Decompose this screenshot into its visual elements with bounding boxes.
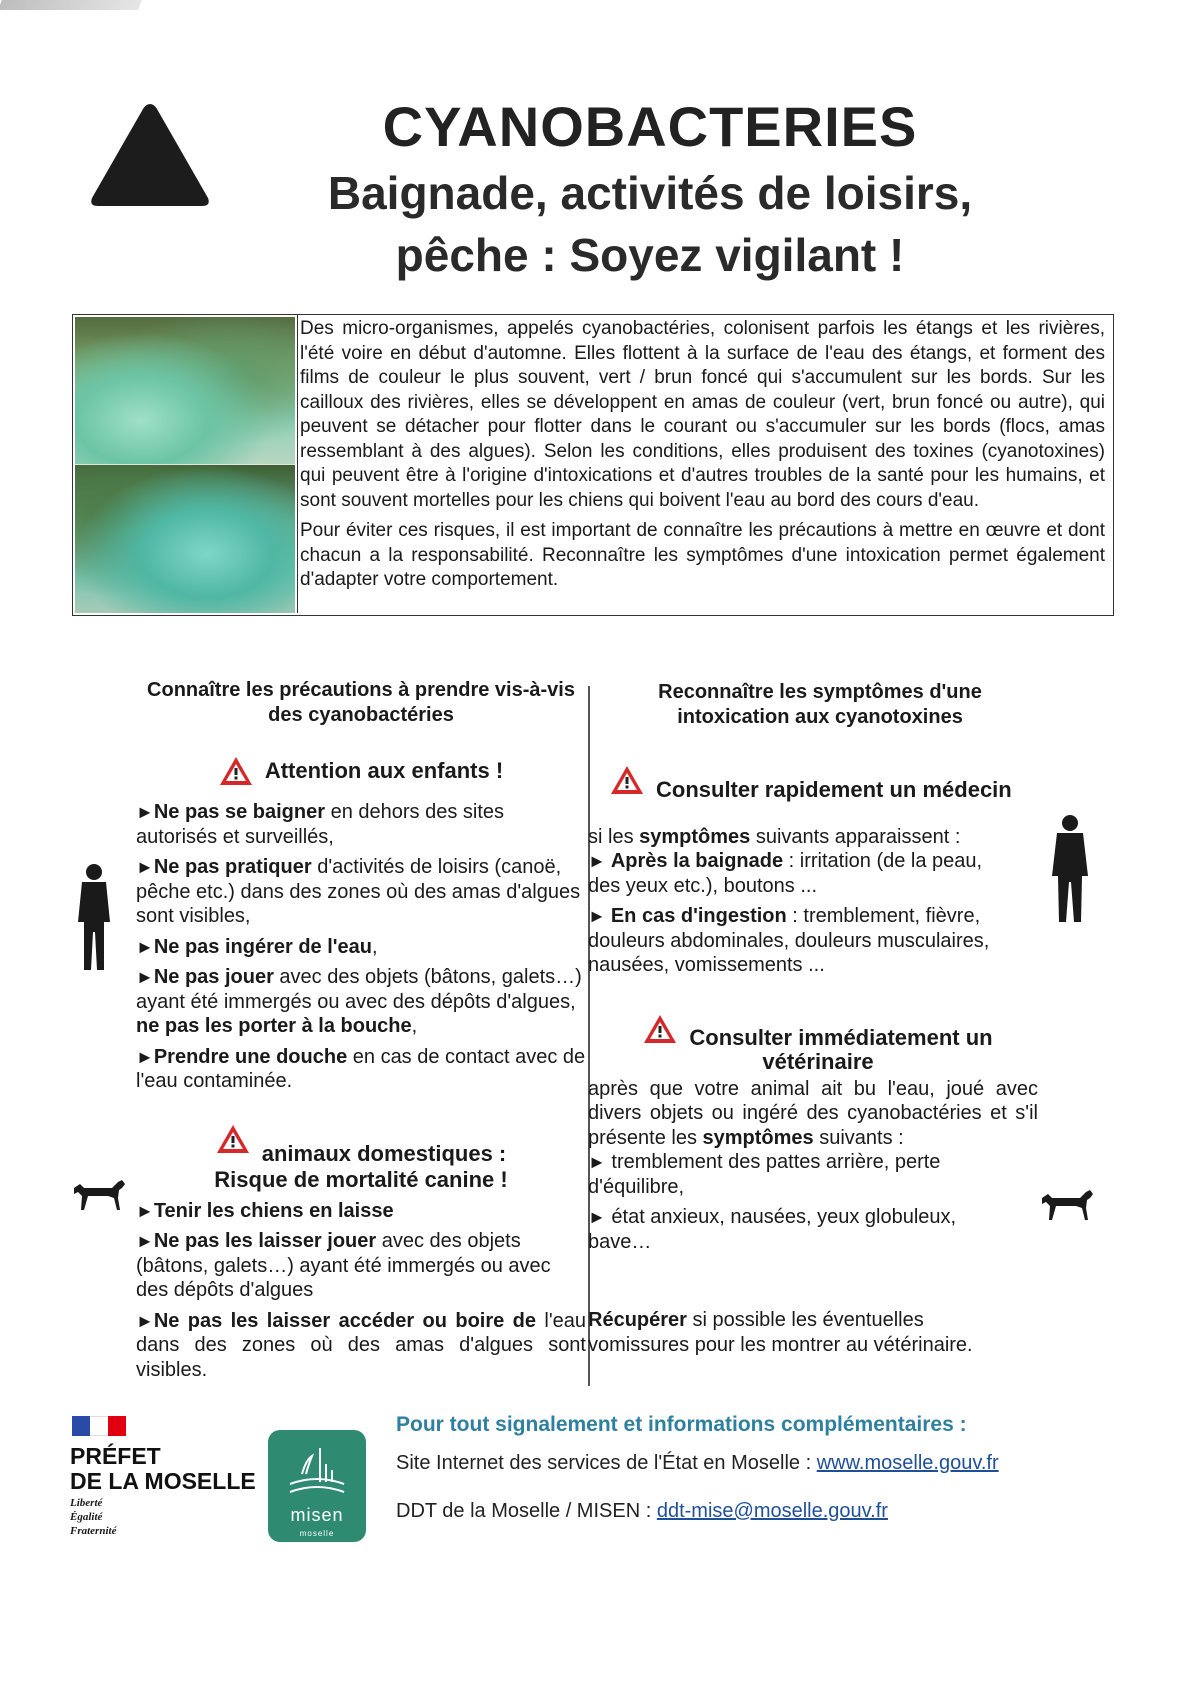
title-block xyxy=(220,92,1080,286)
list-item: ►Tenir les chiens en laisse xyxy=(136,1199,394,1222)
warning-icon xyxy=(610,765,644,795)
misen-emblem-icon xyxy=(282,1444,352,1500)
list-item: ►Ne pas pratiquer d'activités de loisirs (canoë, pêche etc.) dans des zones où des amas d'algues sont visibles, xyxy=(136,856,581,927)
dog-silhouette-icon xyxy=(72,1176,126,1212)
page-subtitle-line2: pêche : Soyez vigilant ! xyxy=(395,229,905,281)
list-item: ►Ne pas jouer avec des objets (bâtons, galets…) ayant été immergés ou avec des dépôts d'algues, ne pas les porter à la bouche, xyxy=(136,966,582,1037)
contact-heading: Pour tout signalement et informations complémentaires : xyxy=(396,1413,967,1436)
child-silhouette-icon xyxy=(64,862,124,972)
warning-icon xyxy=(643,1014,677,1044)
email-link[interactable]: ddt-mise@moselle.gouv.fr xyxy=(656,1500,888,1522)
photo-river xyxy=(75,465,295,613)
vet-intro: après que votre animal ait bu l'eau, joué avec divers objets ou ingéré des cyanobactéries et s'il présente les symptômes suivants : xyxy=(588,1077,1038,1149)
list-item: ► tremblement des pattes arrière, perte d'équilibre, xyxy=(588,1151,941,1198)
photo-pond xyxy=(75,317,295,465)
dog-silhouette-icon xyxy=(1040,1186,1094,1222)
devise: Liberté Égalité Fraternité xyxy=(70,1497,117,1537)
misen-logo: misen moselle xyxy=(268,1430,366,1542)
adult-silhouette-icon xyxy=(1040,814,1100,924)
site-link[interactable]: www.moselle.gouv.fr xyxy=(816,1452,999,1474)
recover-note: Récupérer si possible les éventuelles vomissures pour les montrer au vétérinaire. xyxy=(588,1309,973,1356)
list-item: ►Ne pas les laisser accéder ou boire de l'eau dans des zones où des amas d'algues sont visibles. xyxy=(136,1309,587,1381)
precautions-heading: Connaître les précautions à prendre vis-à-vis des cyanobactéries xyxy=(147,679,575,726)
list-item: ► état anxieux, nausées, yeux globuleux, bave… xyxy=(588,1206,957,1253)
doctor-intro: si les symptômes suivants apparaissent : xyxy=(588,825,961,848)
children-heading: Attention aux enfants ! xyxy=(136,756,586,786)
precautions-column xyxy=(136,678,586,1388)
list-item: ►Ne pas les laisser jouer avec des objets (bâtons, galets…) ayant été immergés ou avec des dépôts d'algues xyxy=(136,1230,551,1301)
french-flag-icon xyxy=(72,1416,126,1436)
list-item: ► Après la baignade : irritation (de la peau, des yeux etc.), boutons ... xyxy=(588,850,983,897)
vet-heading-2: vétérinaire xyxy=(762,1049,874,1074)
contact-block xyxy=(396,1412,1096,1546)
intro-paragraph-2: Pour éviter ces risques, il est important de connaître les précautions à mettre en œuvre et dont chacun a la responsabilité. Reconnaître les symptômes d'une intoxication permet également d'adapter votre comportement. xyxy=(300,520,1105,590)
warning-icon xyxy=(216,1124,250,1154)
list-item: ►Ne pas ingérer de l'eau, xyxy=(136,935,378,958)
prefet-logo-text: PRÉFET DE LA MOSELLE xyxy=(70,1443,256,1494)
warning-triangle-icon xyxy=(88,100,212,210)
list-item: ►Prendre une douche en cas de contact avec de l'eau contaminée. xyxy=(136,1045,586,1092)
vet-heading: Consulter immédiatement un xyxy=(588,1008,1048,1051)
doctor-heading: Consulter rapidement un médecin xyxy=(610,758,1048,803)
list-item: ►Ne pas se baigner en dehors des sites autorisés et surveillés, xyxy=(136,801,505,848)
symptoms-column xyxy=(588,680,1048,1363)
animals-heading-2: Risque de mortalité canine ! xyxy=(214,1167,508,1192)
intro-paragraph-1: Des micro-organismes, appelés cyanobactéries, colonisent parfois les étangs et les rivières, l'été voire en début d'automne. Elles flottent à la surface de l'eau des étangs, et forment des films de couleur le plus souvent, vert / brun foncé qui s'accumulent sur les bords. Sur les cailloux des rivières, elles se développent en amas de couleur (vert, brun foncé ou autre), qui peuvent se détacher pour flotter dans le courant ou s'accumuler sur les bords (flocs, amas ressemblant à des algues). Selon les conditions, elles produisent des toxines (cyanotoxines) qui peuvent être à l'origine d'intoxications et d'autres troubles de la santé pour les humains, et sont souvent mortelles pour les chiens qui boivent l'eau au bord des cours d'eau. xyxy=(300,318,1105,511)
site-line: Site Internet des services de l'État en Moselle : www.moselle.gouv.fr xyxy=(396,1452,999,1474)
warning-icon xyxy=(219,756,253,786)
list-item: ► En cas d'ingestion : tremblement, fièvre, douleurs abdominales, douleurs musculaires, nausées, vomissements ... xyxy=(588,905,990,976)
cyanobacteria-photo xyxy=(75,317,295,613)
page-subtitle-line1: Baignade, activités de loisirs, xyxy=(327,167,973,219)
animals-heading: animaux domestiques : xyxy=(136,1112,586,1167)
email-line: DDT de la Moselle / MISEN : ddt-mise@moselle.gouv.fr xyxy=(396,1500,888,1522)
scan-artifact xyxy=(0,0,142,10)
intro-box xyxy=(72,314,1114,616)
symptoms-heading: Reconnaître les symptômes d'une intoxication aux cyanotoxines xyxy=(658,681,982,728)
intro-text xyxy=(297,315,1109,613)
page-title: CYANOBACTERIES xyxy=(382,95,918,158)
